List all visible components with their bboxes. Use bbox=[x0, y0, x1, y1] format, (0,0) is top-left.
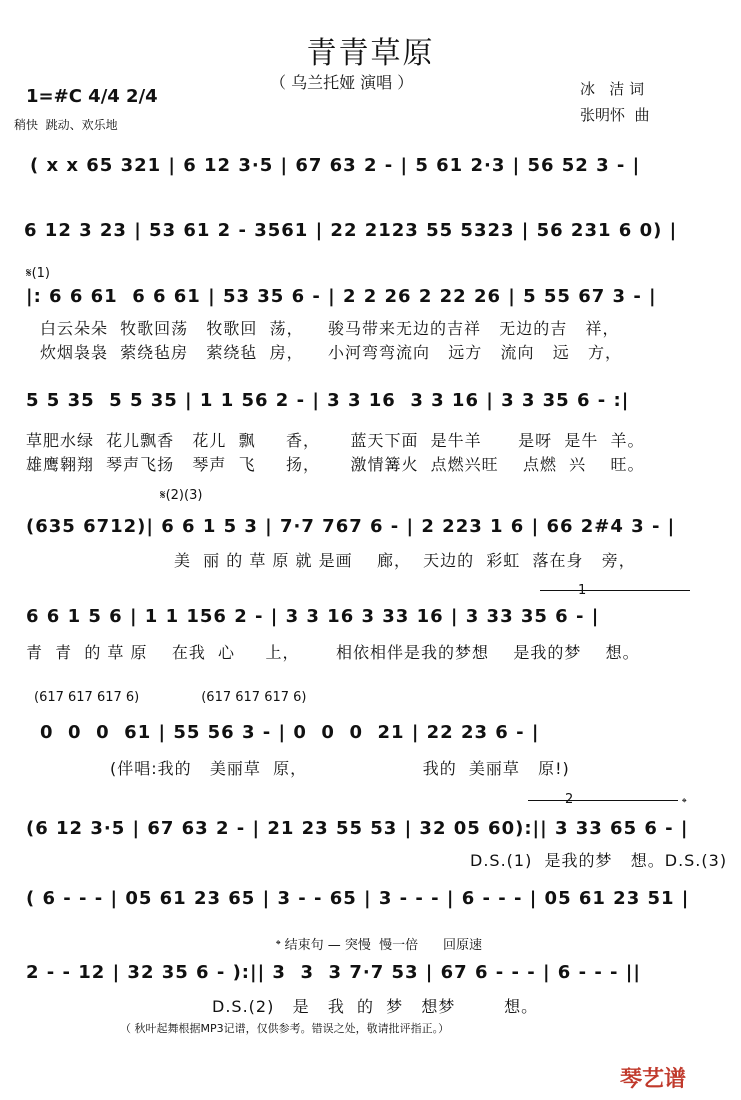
lyric-line-3a: 白云朵朵 牧歌回荡 牧歌回 荡， 骏马带来无边的吉祥 无边的吉 祥， bbox=[40, 319, 620, 338]
lyric-line-8a: D.S.(1) 是我的梦 想。D.S.(3) bbox=[470, 851, 728, 870]
volta-2-line bbox=[528, 800, 678, 801]
score-line-4: 5 5 35 5 5 35 | 1 1 56 2 - | 3 3 16 3 3 16 | 3 3 35 6 - :| bbox=[26, 390, 630, 411]
volta-1: 1 bbox=[578, 583, 587, 598]
segno-1: 𝄋(1) bbox=[26, 266, 51, 281]
score-line-8: (6 12 3·5 | 67 63 2 - | 21 23 55 53 | 32 05 60):|| 3 33 65 6 - | bbox=[26, 818, 689, 839]
lyric-line-3b: 炊烟袅袅 萦绕毡房 萦绕毡 房， 小河弯弯流向 远方 流向 远 方， bbox=[40, 343, 622, 362]
lyric-line-7a: (伴唱:我的 美丽草 原， 我的 美丽草 原!) bbox=[110, 759, 570, 778]
tempo-mark: 稍快 跳动、欢乐地 bbox=[14, 118, 118, 132]
composer: 张明怀 曲 bbox=[580, 106, 650, 124]
score-line-7: 0 0 0 61 | 55 56 3 - | 0 0 0 21 | 22 23 6 - | bbox=[40, 722, 540, 743]
segno-2: 𝄋(2)(3) bbox=[160, 488, 203, 503]
accompaniment: (617 617 617 6) (617 617 617 6) bbox=[34, 690, 307, 705]
lyricist: 冰 洁 词 bbox=[580, 80, 645, 98]
score-line-10: 2 - - 12 | 32 35 6 - ):|| 3 3 3 7·7 53 | 67 6 - - - | 6 - - - || bbox=[26, 962, 641, 983]
volta-2: 2 bbox=[565, 792, 574, 807]
lyric-line-5a: 美 丽 的 草 原 就 是画 廊， 天边的 彩虹 落在身 旁， bbox=[174, 551, 636, 570]
score-line-9: ( 6 - - - | 05 61 23 65 | 3 - - 65 | 3 - - - | 6 - - - | 05 61 23 51 | bbox=[26, 888, 690, 909]
score-line-1: ( x x 65 321 | 6 12 3·5 | 67 63 2 - | 5 61 2·3 | 56 52 3 - | bbox=[30, 155, 641, 176]
volta-1-line bbox=[540, 590, 690, 591]
score-line-6: 6 6 1 5 6 | 1 1 156 2 - | 3 3 16 3 33 16 | 3 33 35 6 - | bbox=[26, 606, 600, 627]
lyric-line-6a: 青 青 的 草 原 在我 心 上， 相依相伴是我的梦想 是我的梦 想。 bbox=[26, 643, 640, 662]
coda-instruction: 𝄌 结束句 — 突慢 慢一倍 回原速 bbox=[276, 938, 482, 953]
page-title: 青青草原 bbox=[306, 36, 435, 71]
singer-credit: （ 乌兰托娅 演唱 ） bbox=[270, 73, 414, 92]
lyric-line-10a: D.S.(2) 是 我 的 梦 想梦 想。 bbox=[212, 997, 539, 1016]
score-line-3: |: 6 6 61 6 6 61 | 53 35 6 - | 2 2 26 2 22 26 | 5 55 67 3 - | bbox=[26, 286, 657, 307]
score-line-5: (635 6712)| 6 6 1 5 3 | 7·7 767 6 - | 2 223 1 6 | 66 2#4 3 - | bbox=[26, 516, 676, 537]
score-line-2: 6 12 3 23 | 53 61 2 - 3561 | 22 2123 55 5323 | 56 231 6 0) | bbox=[24, 220, 678, 241]
footnote: （ 秋叶起舞根据MP3记谱，仅供参考。错误之处，敬请批评指正。） bbox=[120, 1022, 450, 1035]
lyric-line-4a: 草肥水绿 花儿飘香 花儿 飘 香， 蓝天下面 是牛羊 是呀 是牛 羊。 bbox=[26, 431, 645, 450]
key-signature: 1=#C 4/4 2/4 bbox=[26, 86, 158, 107]
coda-icon: 𝄌 bbox=[682, 796, 687, 811]
site-logo: 琴艺谱 bbox=[620, 1067, 687, 1092]
lyric-line-4b: 雄鹰翱翔 琴声飞扬 琴声 飞 扬， 激情篝火 点燃兴旺 点燃 兴 旺。 bbox=[26, 455, 645, 474]
